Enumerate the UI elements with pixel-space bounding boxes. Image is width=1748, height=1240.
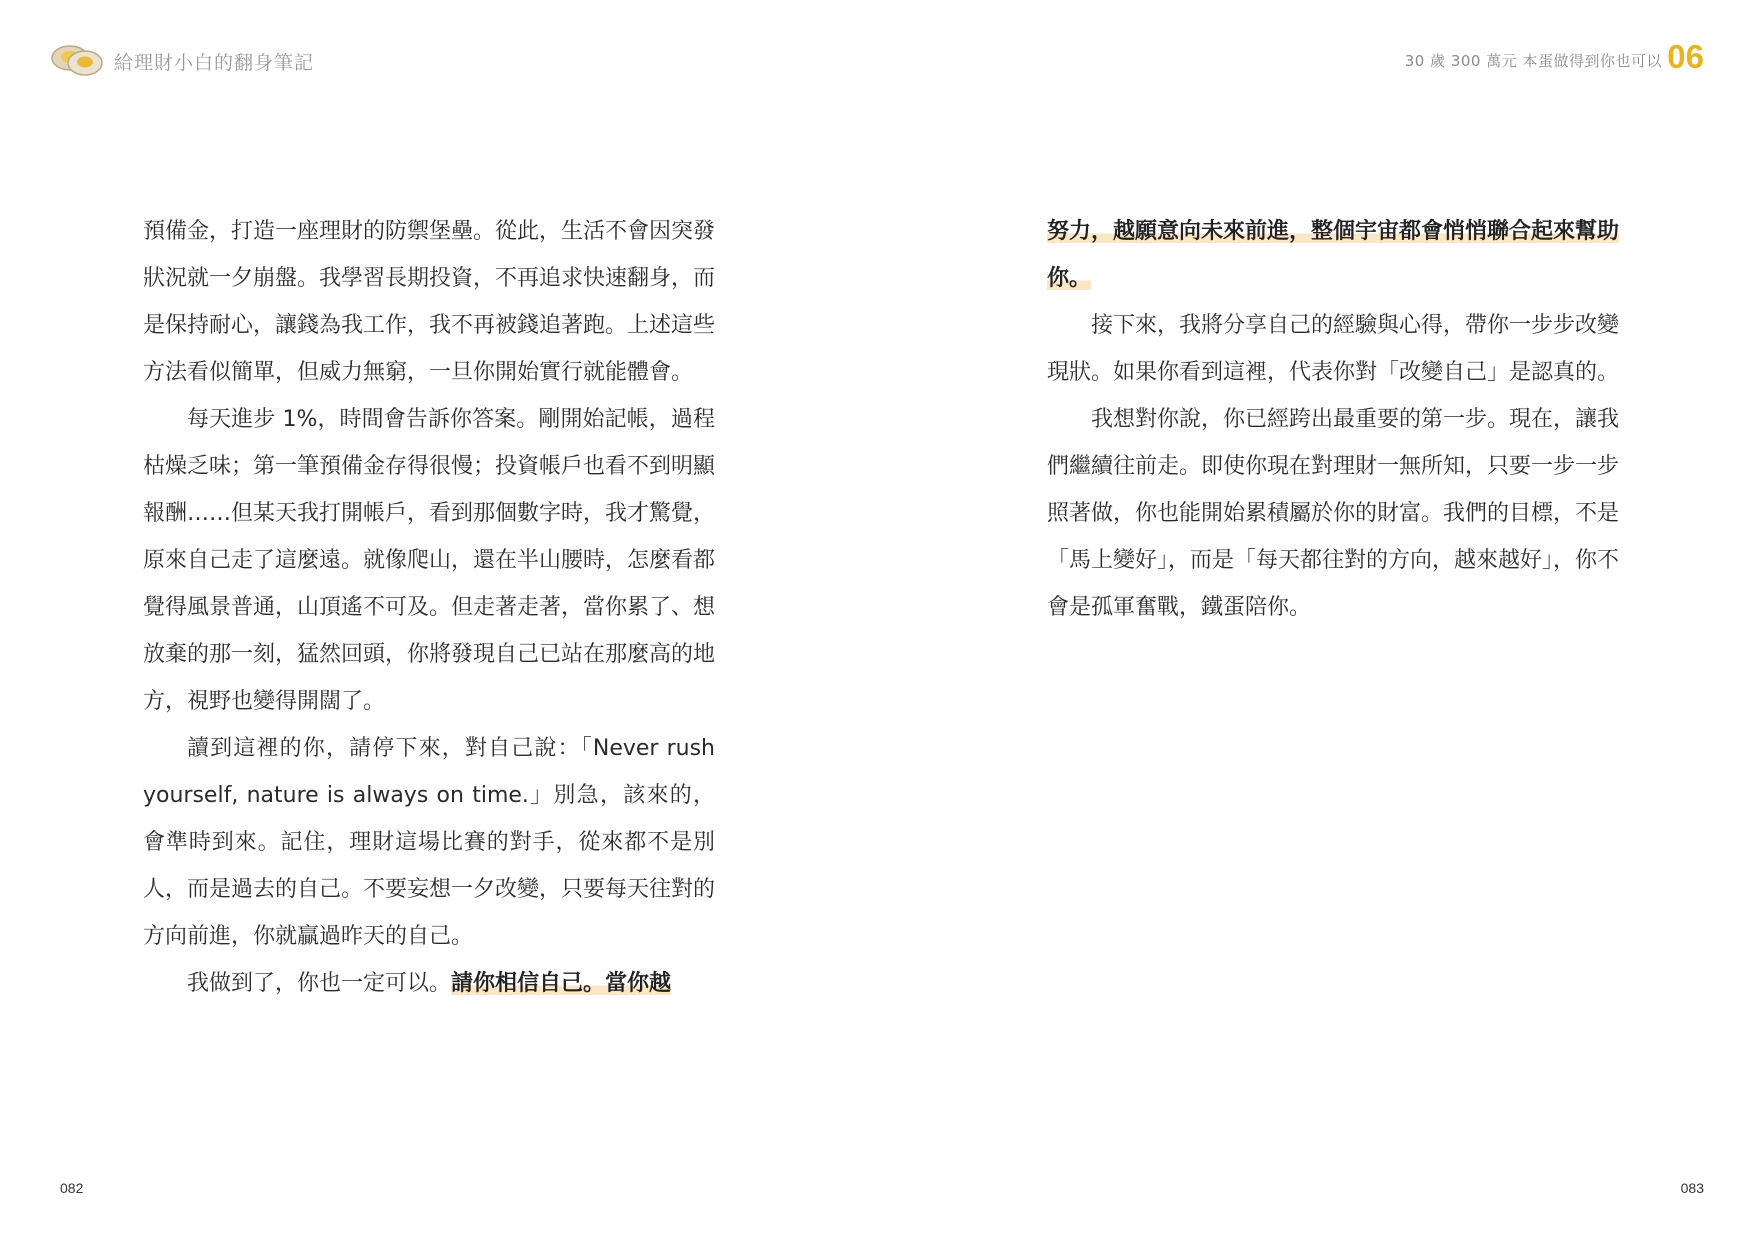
paragraph [1047,208,1619,302]
paragraph [143,725,715,960]
paragraph [143,396,715,725]
paragraph [1047,302,1619,396]
highlighted-text: 努力，越願意向未來前進，整個宇宙都會悄悄聯合起來幫助你。 [1047,219,1620,291]
chapter-number: 06 [1667,38,1704,75]
highlighted-text: 請你相信自己。當你越 [451,971,672,996]
right-page-body [1047,208,1619,631]
left-page-body [143,208,715,1007]
paragraph [143,208,715,396]
page-number-left: 082 [60,1180,84,1196]
book-title: 給理財小白的翻身筆記 [114,52,315,74]
paragraph-text: 我想對你說，你已經跨出最重要的第一步。現在，讓我們繼續往前走。即使你現在對理財一無所知，只要一步一步照著做，你也能開始累積屬於你的財富。我們的目標，不是「馬上變好」，而是「每天都往對的方向，越來越好」，你不會是孤軍奮戰，鐵蛋陪你。 [1047,407,1620,620]
paragraph-text: 每天進步 1%，時間會告訴你答案。剛開始記帳，過程枯燥乏味；第一筆預備金存得很慢；投資帳戶也看不到明顯報酬……但某天我打開帳戶，看到那個數字時，我才驚覺，原來自己走了這麼遠。就像爬山，還在半山腰時，怎麼看都覺得風景普通，山頂遙不可及。但走著走著，當你累了、想放棄的那一刻，猛然回頭，你將發現自己已站在那麼高的地方，視野也變得開闊了。 [143,407,716,714]
paragraph [1047,396,1619,631]
paragraph [143,960,715,1007]
chapter-title: 30 歲 300 萬元 本蛋做得到你也可以 [1404,52,1662,70]
paragraph-text: 讀到這裡的你，請停下來，對自己說：「Never rush yourself, nature is always on time.」別急，該來的，會準時到來。記住，理財這場比賽的對手，從來都不是別人，而是過去的自己。不要妄想一夕改變，只要每天往對的方向前進，你就贏過昨天的自己。 [143,736,716,949]
paragraph-text: 我做到了，你也一定可以。 [187,971,452,996]
page-number-right: 083 [1680,1180,1704,1196]
paragraph-text: 預備金，打造一座理財的防禦堡壘。從此，生活不會因突發狀況就一夕崩盤。我學習長期投資，不再追求快速翻身，而是保持耐心，讓錢為我工作，我不再被錢追著跑。上述這些方法看似簡單，但威力無窮，一旦你開始實行就能體會。 [143,219,716,385]
eggs-logo-icon [48,42,106,78]
paragraph-text: 接下來，我將分享自己的經驗與心得，帶你一步步改變現狀。如果你看到這裡，代表你對「改變自己」是認真的。 [1047,313,1620,385]
